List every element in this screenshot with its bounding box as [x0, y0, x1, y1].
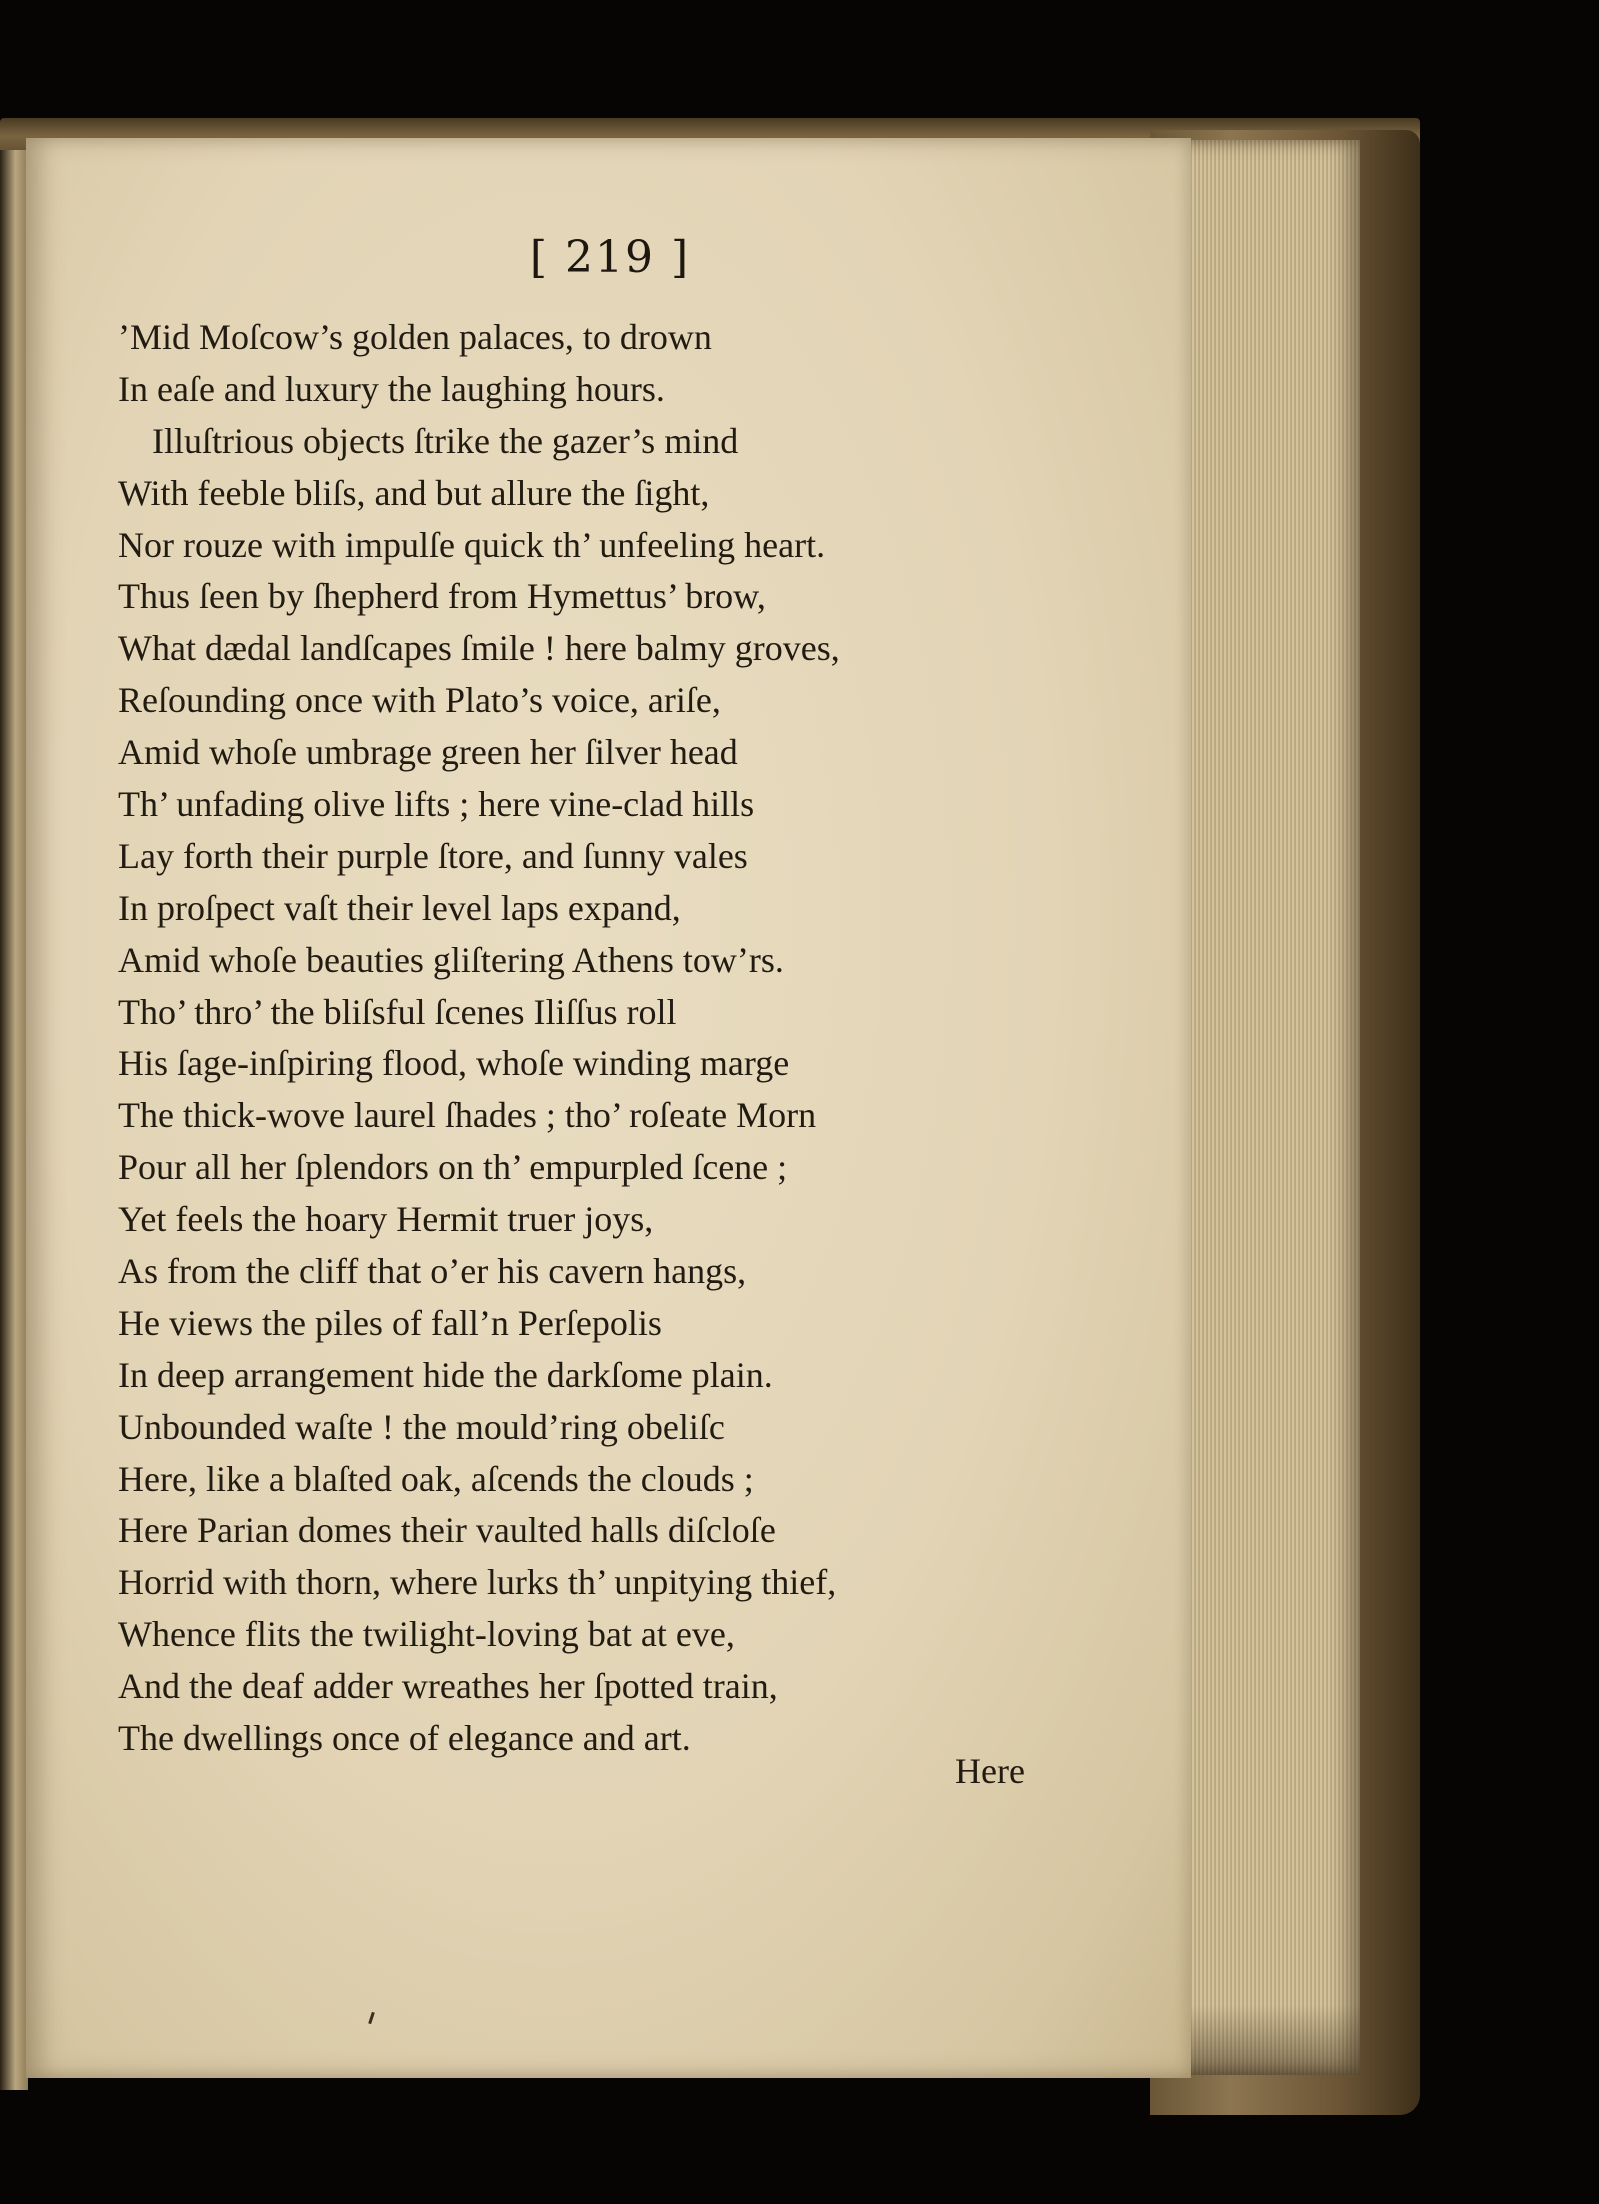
poem-line: The thick-wove laurel ſhades ; tho’ roſeate Morn	[118, 1095, 817, 1136]
poem-line: Pour all her ſplendors on th’ empurpled ſcene ;	[118, 1147, 788, 1188]
catchword: Here	[955, 1751, 1025, 1791]
facing-page-edge	[0, 150, 28, 2090]
poem-line: Horrid with thorn, where lurks th’ unpitying thief,	[118, 1562, 837, 1603]
poem-line: Unbounded waſte ! the mould’ring obeliſc	[118, 1406, 725, 1447]
poem-line: Yet feels the hoary Hermit truer joys,	[118, 1199, 654, 1240]
poem-line: In proſpect vaſt their level laps expand,	[118, 887, 681, 928]
poem-line: Lay forth their purple ſtore, and ſunny vales	[118, 835, 748, 876]
poem-line: Here Parian domes their vaulted halls diſcloſe	[118, 1510, 776, 1551]
poem-line: Tho’ thro’ the bliſsful ſcenes Iliſſus roll	[118, 991, 677, 1032]
page-number: [ 219 ]	[529, 232, 691, 283]
poem-line: His ſage-inſpiring flood, whoſe winding marge	[118, 1043, 790, 1084]
poem-line: ’Mid Moſcow’s golden palaces, to drown	[118, 317, 712, 357]
poem-line: With feeble bliſs, and but allure the ſight,	[118, 472, 710, 513]
poem-line: The dwellings once of elegance and art.	[118, 1718, 691, 1759]
poem-line: As from the cliff that o’er his cavern hangs,	[118, 1251, 747, 1292]
poem-line: And the deaf adder wreathes her ſpotted train,	[118, 1666, 778, 1707]
poem-line: Illuſtrious objects ſtrike the gazer’s mind	[152, 420, 739, 461]
poem-line: He views the piles of fall’n Perſepolis	[118, 1302, 662, 1343]
poem-line: In eaſe and luxury the laughing hours.	[118, 368, 665, 409]
poem-line: In deep arrangement hide the darkſome plain.	[118, 1354, 773, 1395]
poem-line: Amid whoſe beauties gliſtering Athens tow’rs.	[118, 939, 784, 980]
poem-line: Reſounding once with Plato’s voice, ariſe,	[118, 680, 721, 721]
poem-line: Amid whoſe umbrage green her ſilver head	[118, 732, 738, 773]
poem-line: Here, like a blaſted oak, aſcends the clouds ;	[118, 1458, 754, 1499]
poem-line: Thus ſeen by ſhepherd from Hymettus’ brow,	[118, 576, 766, 617]
poem-text	[118, 312, 840, 1765]
poem-line: Whence flits the twilight-loving bat at eve,	[118, 1614, 735, 1655]
poem-line: Nor rouze with impulſe quick th’ unfeeling heart.	[118, 524, 826, 565]
poem-line: Th’ unfading olive lifts ; here vine-clad hills	[118, 784, 755, 825]
poem-line: What dædal landſcapes ſmile ! here balmy groves,	[118, 628, 840, 669]
